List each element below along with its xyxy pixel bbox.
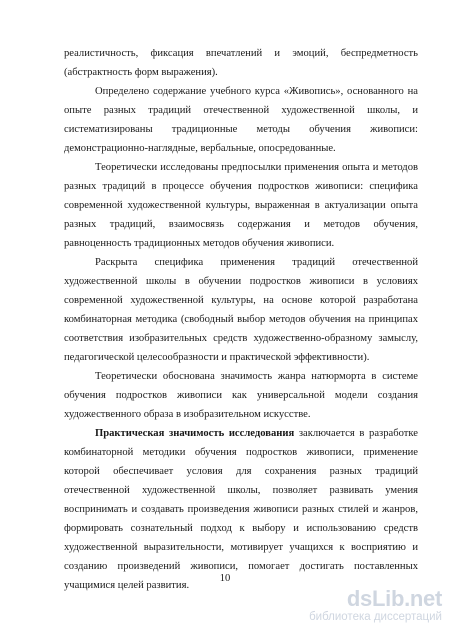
watermark-logo-text: dsLib.net	[346, 586, 442, 611]
paragraph-line: современной художественной культуры, на основе которой разработана	[64, 295, 418, 306]
paragraph-line: соответствия изобразительных средств художественно-образному замыслу,	[64, 333, 418, 344]
paragraph-line: воспринимать и создавать произведения живописи разных стилей и жанров,	[64, 504, 418, 515]
paragraph-line: современной художественной культуры, выраженная в актуализации опыта	[64, 200, 418, 211]
page-number: 10	[219, 573, 231, 584]
paragraph-line: демонстрационно-наглядные, вербальные, опосредованные.	[64, 143, 336, 154]
paragraph-line: художественного образа в изобразительном искусстве.	[64, 409, 311, 420]
paragraph-line: систематизированы традиционные методы обучения живописи:	[64, 124, 418, 135]
paragraph-line: Теоретически обоснована значимость жанра натюрморта в системе	[95, 371, 418, 382]
paragraph-line: (абстрактность форм выражения).	[64, 67, 218, 78]
paragraph-line: комбинаторной методики обучения подростков живописи, применение	[64, 447, 418, 458]
paragraph-line: Теоретически исследованы предпосылки применения опыта и методов	[95, 162, 418, 173]
paragraph-line: комбинаторная методика (свободный выбор методов обучения на принципах	[64, 314, 418, 325]
paragraph-line: созданию произведений живописи, помогает достигать поставленных	[64, 561, 418, 572]
paragraph-line: формировать сознательный подход к выбору и использованию средств	[64, 523, 418, 534]
paragraph-line: равноценность традиционных методов обучения живописи.	[64, 238, 335, 249]
paragraph-line: опыте разных традиций отечественной художественной школы, и	[64, 105, 418, 116]
watermark-logo	[292, 586, 442, 624]
paragraph-line: Раскрыта специфика применения традиций отечественной	[95, 257, 418, 268]
watermark-subtitle: библиотека диссертаций	[309, 611, 442, 623]
paragraph-line: отечественной художественной школы, позволяет развивать умения	[64, 485, 418, 496]
paragraph-line: педагогической целесообразности и практической эффективности).	[64, 352, 370, 363]
paragraph-line: Практическая значимость исследования заключается в разработке	[95, 428, 418, 439]
paragraph-line: учащимися целей развития.	[64, 580, 190, 591]
paragraph-line: реалистичность, фиксация впечатлений и эмоций, беспредметность	[64, 48, 418, 59]
paragraph-line: обучения подростков живописи как универсальной модели создания	[64, 390, 418, 401]
paragraph-line: художественной выразительности, мотивирует учащихся к восприятию и	[64, 542, 418, 553]
paragraph-line: разных традиций, взаимосвязь содержания и методов обучения,	[64, 219, 418, 230]
paragraph-line: разных традиций в процессе обучения подростков живописи: специфика	[64, 181, 418, 192]
paragraph-line: Определено содержание учебного курса «Живопись», основанного на	[95, 86, 418, 97]
document-body	[64, 44, 418, 595]
paragraph-line: которой обеспечивает условия для сохранения разных традиций	[64, 466, 418, 477]
paragraph-line: художественной школы в обучении подростков живописи в условиях	[64, 276, 418, 287]
bold-lead: Практическая значимость исследования	[95, 428, 295, 439]
